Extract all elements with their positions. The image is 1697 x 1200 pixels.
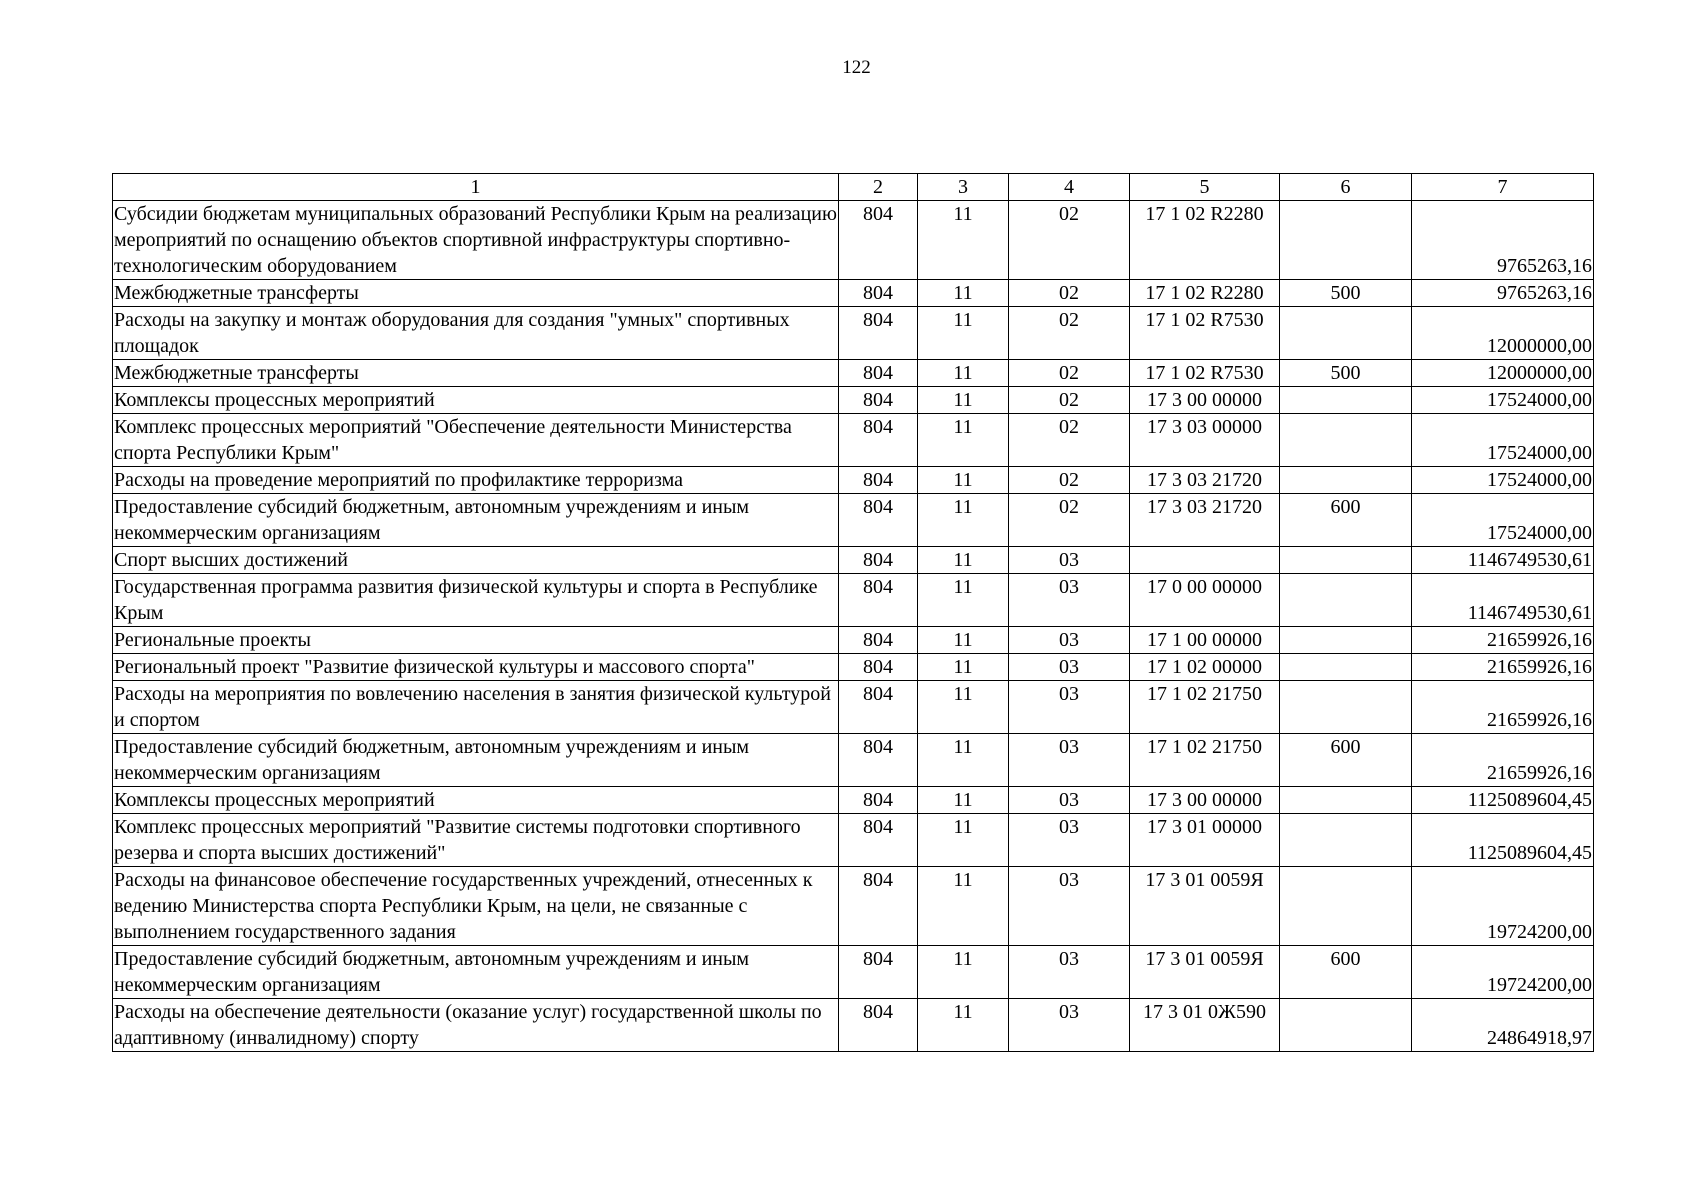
row-expense-type (1280, 467, 1412, 494)
row-subsection: 03 (1009, 787, 1130, 814)
row-expense-type (1280, 999, 1412, 1052)
row-section: 11 (918, 387, 1009, 414)
row-subsection: 03 (1009, 547, 1130, 574)
row-ministry-code: 804 (839, 787, 918, 814)
row-target-article: 17 3 00 00000 (1130, 387, 1280, 414)
row-subsection: 03 (1009, 999, 1130, 1052)
row-expense-type (1280, 627, 1412, 654)
row-subsection: 02 (1009, 307, 1130, 360)
row-subsection: 02 (1009, 201, 1130, 280)
row-ministry-code: 804 (839, 414, 918, 467)
page-number: 122 (842, 57, 871, 78)
row-description: Государственная программа развития физической культуры и спорта в Республике Крым (113, 574, 839, 627)
row-section: 11 (918, 307, 1009, 360)
row-ministry-code: 804 (839, 946, 918, 999)
header-col-6: 6 (1280, 174, 1412, 201)
row-section: 11 (918, 787, 1009, 814)
row-ministry-code: 804 (839, 280, 918, 307)
row-section: 11 (918, 654, 1009, 681)
row-ministry-code: 804 (839, 654, 918, 681)
table-row (113, 787, 1594, 814)
row-section: 11 (918, 681, 1009, 734)
row-description: Комплексы процессных мероприятий (113, 787, 839, 814)
table-row (113, 547, 1594, 574)
row-target-article: 17 1 02 21750 (1130, 681, 1280, 734)
table-row (113, 681, 1594, 734)
row-ministry-code: 804 (839, 547, 918, 574)
row-description: Предоставление субсидий бюджетным, автономным учреждениям и иным некоммерческим организациям (113, 494, 839, 547)
row-section: 11 (918, 734, 1009, 787)
row-section: 11 (918, 999, 1009, 1052)
row-section: 11 (918, 201, 1009, 280)
row-amount: 17524000,00 (1412, 387, 1594, 414)
row-target-article: 17 1 02 21750 (1130, 734, 1280, 787)
row-expense-type: 600 (1280, 946, 1412, 999)
row-target-article: 17 1 02 R2280 (1130, 280, 1280, 307)
row-section: 11 (918, 547, 1009, 574)
table-row (113, 201, 1594, 280)
budget-table (112, 173, 1594, 1052)
row-amount: 21659926,16 (1412, 654, 1594, 681)
row-expense-type: 600 (1280, 734, 1412, 787)
row-amount: 21659926,16 (1412, 681, 1594, 734)
row-target-article: 17 1 02 R7530 (1130, 360, 1280, 387)
row-expense-type (1280, 654, 1412, 681)
table-row (113, 814, 1594, 867)
row-expense-type (1280, 414, 1412, 467)
row-description: Межбюджетные трансферты (113, 360, 839, 387)
header-col-4: 4 (1009, 174, 1130, 201)
table-row (113, 734, 1594, 787)
row-section: 11 (918, 946, 1009, 999)
row-description: Региональные проекты (113, 627, 839, 654)
row-expense-type (1280, 547, 1412, 574)
table-row (113, 999, 1594, 1052)
row-ministry-code: 804 (839, 734, 918, 787)
row-description: Спорт высших достижений (113, 547, 839, 574)
header-col-7: 7 (1412, 174, 1594, 201)
header-row (113, 174, 1594, 201)
row-target-article: 17 0 00 00000 (1130, 574, 1280, 627)
table-row (113, 360, 1594, 387)
row-target-article: 17 1 02 R7530 (1130, 307, 1280, 360)
row-ministry-code: 804 (839, 814, 918, 867)
row-target-article: 17 1 02 00000 (1130, 654, 1280, 681)
table-row (113, 467, 1594, 494)
row-subsection: 03 (1009, 627, 1130, 654)
header-col-2: 2 (839, 174, 918, 201)
row-expense-type (1280, 867, 1412, 946)
row-subsection: 03 (1009, 867, 1130, 946)
row-description: Расходы на обеспечение деятельности (оказание услуг) государственной школы по адаптивному (инвалидному) спорту (113, 999, 839, 1052)
row-subsection: 02 (1009, 387, 1130, 414)
row-section: 11 (918, 627, 1009, 654)
header-col-3: 3 (918, 174, 1009, 201)
row-ministry-code: 804 (839, 999, 918, 1052)
table-row (113, 414, 1594, 467)
row-target-article: 17 3 03 21720 (1130, 467, 1280, 494)
row-description: Расходы на мероприятия по вовлечению населения в занятия физической культурой и спортом (113, 681, 839, 734)
row-description: Расходы на закупку и монтаж оборудования для создания "умных" спортивных площадок (113, 307, 839, 360)
row-target-article: 17 3 01 00000 (1130, 814, 1280, 867)
row-target-article: 17 3 01 0059Я (1130, 946, 1280, 999)
table-row (113, 867, 1594, 946)
row-amount: 17524000,00 (1412, 467, 1594, 494)
row-target-article (1130, 547, 1280, 574)
row-description: Комплекс процессных мероприятий "Развитие системы подготовки спортивного резерва и спорта высших достижений" (113, 814, 839, 867)
row-expense-type (1280, 201, 1412, 280)
row-amount: 12000000,00 (1412, 307, 1594, 360)
row-subsection: 03 (1009, 814, 1130, 867)
row-description: Региональный проект "Развитие физической культуры и массового спорта" (113, 654, 839, 681)
row-subsection: 02 (1009, 280, 1130, 307)
row-amount: 9765263,16 (1412, 201, 1594, 280)
row-target-article: 17 3 03 00000 (1130, 414, 1280, 467)
row-amount: 17524000,00 (1412, 494, 1594, 547)
row-target-article: 17 3 00 00000 (1130, 787, 1280, 814)
table-row (113, 574, 1594, 627)
row-subsection: 03 (1009, 574, 1130, 627)
row-section: 11 (918, 494, 1009, 547)
row-subsection: 03 (1009, 681, 1130, 734)
row-amount: 21659926,16 (1412, 627, 1594, 654)
row-amount: 1146749530,61 (1412, 574, 1594, 627)
row-expense-type (1280, 787, 1412, 814)
row-expense-type: 500 (1280, 360, 1412, 387)
table-header (113, 174, 1594, 201)
row-section: 11 (918, 280, 1009, 307)
row-ministry-code: 804 (839, 467, 918, 494)
row-description: Предоставление субсидий бюджетным, автономным учреждениям и иным некоммерческим организациям (113, 734, 839, 787)
row-description: Комплекс процессных мероприятий "Обеспечение деятельности Министерства спорта Республики Крым" (113, 414, 839, 467)
row-amount: 19724200,00 (1412, 867, 1594, 946)
row-subsection: 02 (1009, 494, 1130, 547)
row-amount: 1125089604,45 (1412, 787, 1594, 814)
row-amount: 21659926,16 (1412, 734, 1594, 787)
table-body (113, 201, 1594, 1052)
row-subsection: 03 (1009, 734, 1130, 787)
table-row (113, 494, 1594, 547)
row-ministry-code: 804 (839, 867, 918, 946)
row-ministry-code: 804 (839, 307, 918, 360)
row-ministry-code: 804 (839, 681, 918, 734)
row-expense-type (1280, 307, 1412, 360)
header-col-1: 1 (113, 174, 839, 201)
row-target-article: 17 3 01 0Ж590 (1130, 999, 1280, 1052)
row-section: 11 (918, 414, 1009, 467)
row-amount: 19724200,00 (1412, 946, 1594, 999)
row-description: Расходы на проведение мероприятий по профилактике терроризма (113, 467, 839, 494)
row-description: Предоставление субсидий бюджетным, автономным учреждениям и иным некоммерческим организациям (113, 946, 839, 999)
row-amount: 1146749530,61 (1412, 547, 1594, 574)
row-section: 11 (918, 360, 1009, 387)
row-expense-type (1280, 574, 1412, 627)
row-description: Межбюджетные трансферты (113, 280, 839, 307)
row-subsection: 02 (1009, 414, 1130, 467)
row-section: 11 (918, 467, 1009, 494)
row-description: Комплексы процессных мероприятий (113, 387, 839, 414)
row-subsection: 03 (1009, 946, 1130, 999)
row-expense-type (1280, 814, 1412, 867)
row-ministry-code: 804 (839, 201, 918, 280)
row-ministry-code: 804 (839, 360, 918, 387)
row-target-article: 17 3 01 0059Я (1130, 867, 1280, 946)
row-target-article: 17 1 02 R2280 (1130, 201, 1280, 280)
row-subsection: 02 (1009, 467, 1130, 494)
row-ministry-code: 804 (839, 387, 918, 414)
table-row (113, 627, 1594, 654)
row-amount: 9765263,16 (1412, 280, 1594, 307)
table-row (113, 654, 1594, 681)
table-row (113, 307, 1594, 360)
row-amount: 24864918,97 (1412, 999, 1594, 1052)
header-col-5: 5 (1130, 174, 1280, 201)
row-description: Субсидии бюджетам муниципальных образований Республики Крым на реализацию мероприятий по оснащению объектов спортивной инфраструктуры спортивно-технологическим оборудованием (113, 201, 839, 280)
table-row (113, 946, 1594, 999)
row-ministry-code: 804 (839, 574, 918, 627)
row-ministry-code: 804 (839, 494, 918, 547)
row-subsection: 03 (1009, 654, 1130, 681)
row-section: 11 (918, 814, 1009, 867)
row-amount: 1125089604,45 (1412, 814, 1594, 867)
row-amount: 17524000,00 (1412, 414, 1594, 467)
row-target-article: 17 3 03 21720 (1130, 494, 1280, 547)
row-amount: 12000000,00 (1412, 360, 1594, 387)
row-description: Расходы на финансовое обеспечение государственных учреждений, отнесенных к ведению Министерства спорта Республики Крым, на цели, не связанные с выполнением государственного задания (113, 867, 839, 946)
row-expense-type (1280, 681, 1412, 734)
table-row (113, 280, 1594, 307)
row-section: 11 (918, 574, 1009, 627)
row-expense-type (1280, 387, 1412, 414)
row-expense-type: 500 (1280, 280, 1412, 307)
row-expense-type: 600 (1280, 494, 1412, 547)
row-section: 11 (918, 867, 1009, 946)
row-target-article: 17 1 00 00000 (1130, 627, 1280, 654)
row-ministry-code: 804 (839, 627, 918, 654)
row-subsection: 02 (1009, 360, 1130, 387)
table-row (113, 387, 1594, 414)
